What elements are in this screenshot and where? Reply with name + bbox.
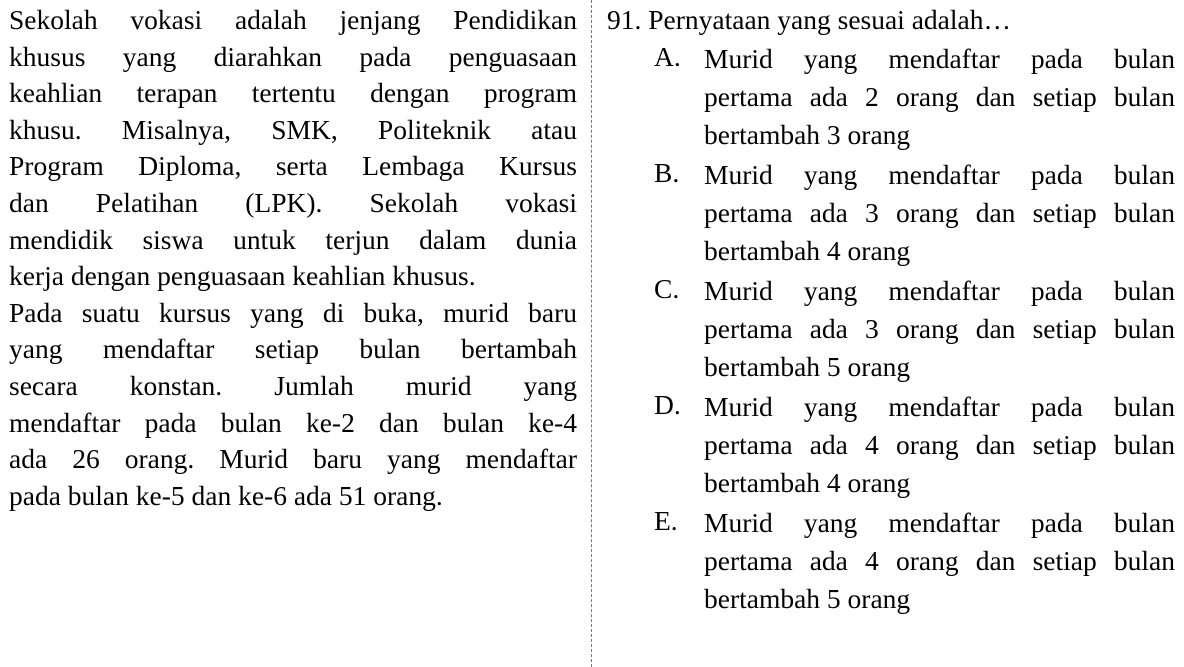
option-text-line: pertama ada 4 orang dan setiap bulan: [704, 544, 1175, 576]
option-letter: D.: [654, 388, 681, 420]
option-text-line: bertambah 5 orang: [704, 582, 911, 614]
context-line: ada 26 orang. Murid baru yang mendaftar: [9, 443, 577, 475]
context-line: khusus yang diarahkan pada penguasaan: [9, 40, 577, 72]
column-divider: [591, 0, 592, 667]
context-line: Pada suatu kursus yang di buka, murid baru: [9, 296, 577, 328]
option-text-line: Murid yang mendaftar pada bulan: [704, 274, 1175, 306]
context-line: Program Diploma, serta Lembaga Kursus: [9, 150, 577, 182]
context-line: secara konstan. Jumlah murid yang: [9, 369, 577, 401]
option-text-line: Murid yang mendaftar pada bulan: [704, 42, 1175, 74]
context-line: pada bulan ke-5 dan ke-6 ada 51 orang.: [9, 479, 443, 511]
option-b[interactable]: [607, 155, 1175, 271]
option-c[interactable]: [607, 271, 1175, 387]
question-stem: 91. Pernyataan yang sesuai adalah…: [607, 4, 1011, 35]
option-text-line: Murid yang mendaftar pada bulan: [704, 158, 1175, 190]
context-line: mendaftar pada bulan ke-2 dan bulan ke-4: [9, 406, 577, 438]
option-letter: C.: [654, 272, 680, 304]
option-a[interactable]: [607, 39, 1175, 155]
question-column: [607, 2, 1175, 619]
context-line: kerja dengan penguasaan keahlian khusus.: [9, 260, 476, 292]
option-text-line: Murid yang mendaftar pada bulan: [704, 506, 1175, 538]
context-paragraph-vocational: [9, 2, 577, 295]
option-d[interactable]: [607, 387, 1175, 503]
context-line: keahlian terapan tertentu dengan program: [9, 77, 577, 109]
context-column: [9, 2, 577, 514]
option-text-line: Murid yang mendaftar pada bulan: [704, 390, 1175, 422]
option-text-line: bertambah 4 orang: [704, 466, 911, 498]
context-line: dan Pelatihan (LPK). Sekolah vokasi: [9, 186, 577, 218]
option-text-line: bertambah 4 orang: [704, 234, 911, 266]
option-text-line: pertama ada 3 orang dan setiap bulan: [704, 312, 1175, 344]
context-line: Sekolah vokasi adalah jenjang Pendidikan: [9, 4, 577, 35]
option-e[interactable]: [607, 503, 1175, 619]
option-text-line: bertambah 3 orang: [704, 118, 911, 150]
option-text-line: bertambah 5 orang: [704, 350, 911, 382]
option-text-line: pertama ada 2 orang dan setiap bulan: [704, 80, 1175, 112]
option-letter: A.: [654, 40, 681, 72]
context-paragraph-course: [9, 295, 577, 515]
option-text-line: pertama ada 3 orang dan setiap bulan: [704, 196, 1175, 228]
option-letter: E.: [654, 504, 678, 536]
option-letter: B.: [654, 156, 680, 188]
option-text-line: pertama ada 4 orang dan setiap bulan: [704, 428, 1175, 460]
context-line: mendidik siswa untuk terjun dalam dunia: [9, 223, 577, 255]
context-line: yang mendaftar setiap bulan bertambah: [9, 333, 577, 365]
context-line: khusu. Misalnya, SMK, Politeknik atau: [9, 113, 577, 145]
